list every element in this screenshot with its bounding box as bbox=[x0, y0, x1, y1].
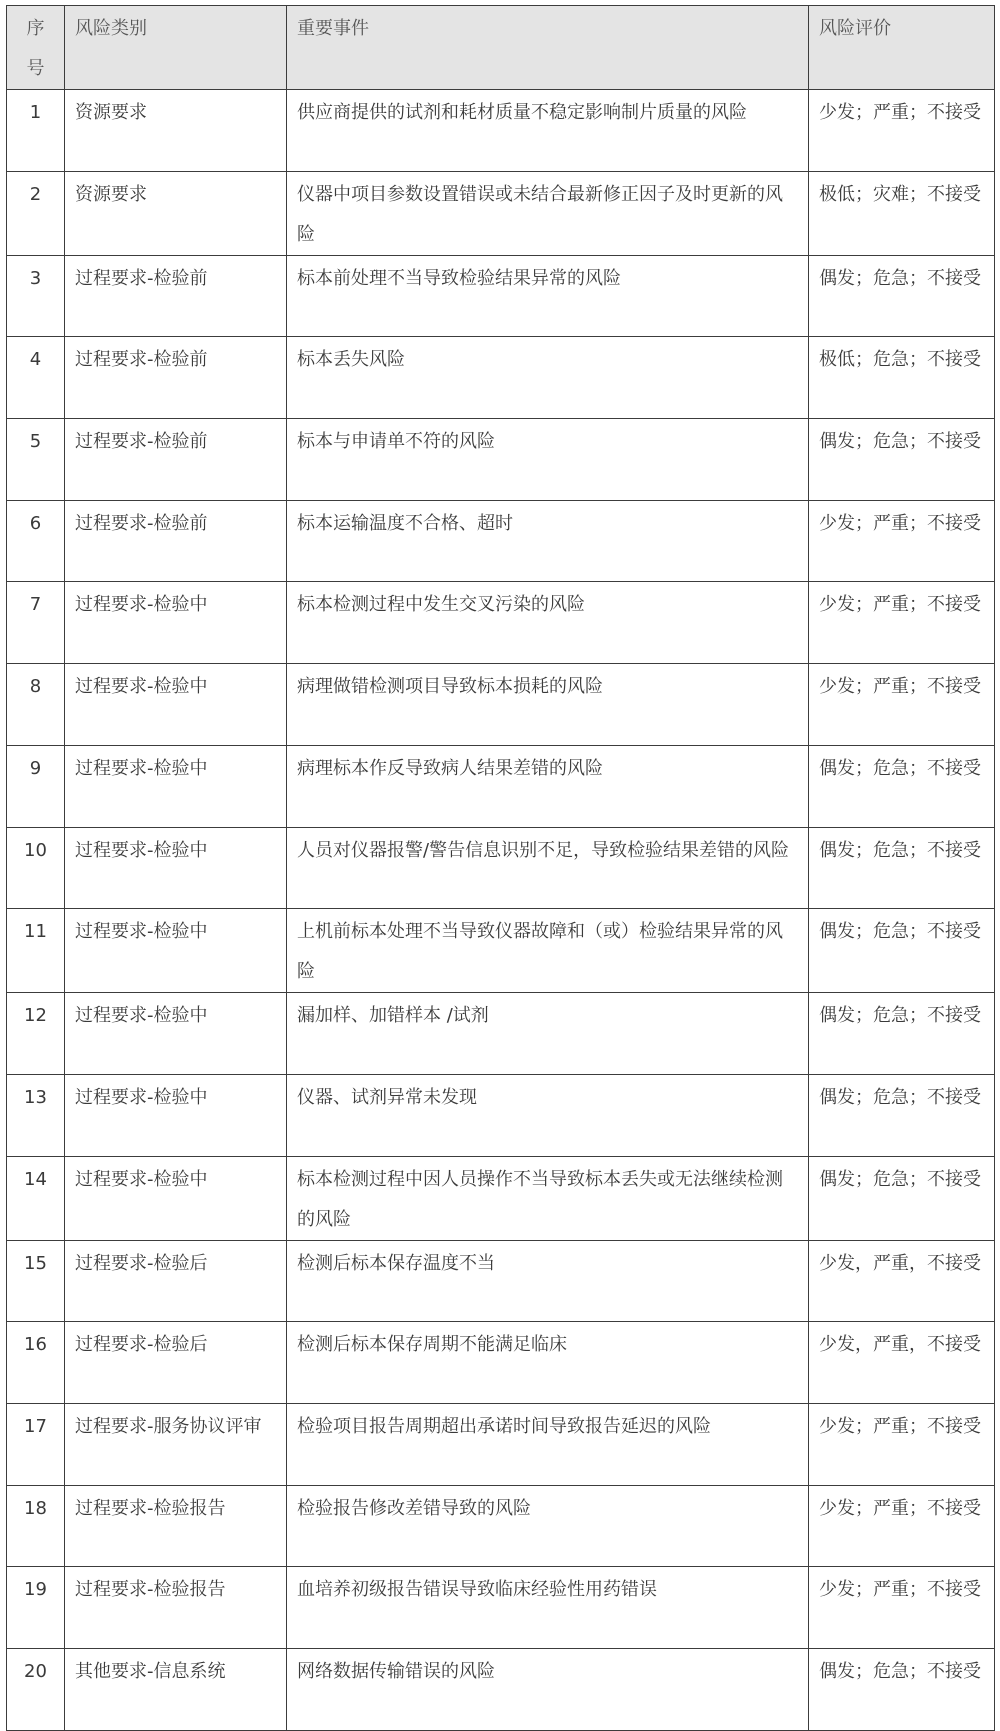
row-important-event: 仪器中项目参数设置错误或未结合最新修正因子及时更新的风险 bbox=[287, 171, 809, 255]
row-risk-category: 过程要求-检验报告 bbox=[65, 1567, 287, 1649]
row-risk-evaluation: 少发；严重；不接受 bbox=[809, 1485, 995, 1567]
row-important-event: 标本运输温度不合格、超时 bbox=[287, 500, 809, 582]
row-important-event: 漏加样、加错样本 /试剂 bbox=[287, 993, 809, 1075]
row-important-event: 检测后标本保存温度不当 bbox=[287, 1240, 809, 1322]
row-risk-evaluation: 少发；严重；不接受 bbox=[809, 664, 995, 746]
row-important-event: 人员对仪器报警/警告信息识别不足，导致检验结果差错的风险 bbox=[287, 827, 809, 909]
row-risk-evaluation: 偶发；危急；不接受 bbox=[809, 419, 995, 501]
row-important-event: 标本检测过程中因人员操作不当导致标本丢失或无法继续检测的风险 bbox=[287, 1156, 809, 1240]
row-important-event: 标本丢失风险 bbox=[287, 337, 809, 419]
table-row bbox=[7, 337, 995, 419]
row-serial-no: 3 bbox=[7, 255, 65, 337]
row-important-event: 网络数据传输错误的风险 bbox=[287, 1649, 809, 1731]
row-serial-no: 7 bbox=[7, 582, 65, 664]
row-risk-evaluation: 少发；严重；不接受 bbox=[809, 1567, 995, 1649]
row-serial-no: 15 bbox=[7, 1240, 65, 1322]
row-risk-evaluation: 少发；严重；不接受 bbox=[809, 1403, 995, 1485]
row-important-event: 仪器、试剂异常未发现 bbox=[287, 1074, 809, 1156]
header-risk-evaluation: 风险评价 bbox=[809, 6, 995, 90]
header-serial-no-line2: 号 bbox=[26, 58, 45, 79]
table-row bbox=[7, 827, 995, 909]
row-risk-evaluation: 偶发；危急；不接受 bbox=[809, 909, 995, 993]
row-risk-category: 过程要求-检验中 bbox=[65, 664, 287, 746]
row-risk-category: 过程要求-检验前 bbox=[65, 337, 287, 419]
row-risk-evaluation: 偶发；危急；不接受 bbox=[809, 993, 995, 1075]
row-important-event: 检测后标本保存周期不能满足临床 bbox=[287, 1322, 809, 1404]
row-risk-evaluation: 偶发；危急；不接受 bbox=[809, 1074, 995, 1156]
row-important-event: 病理做错检测项目导致标本损耗的风险 bbox=[287, 664, 809, 746]
row-risk-category: 过程要求-检验中 bbox=[65, 745, 287, 827]
row-risk-evaluation: 少发；严重；不接受 bbox=[809, 500, 995, 582]
table-row bbox=[7, 1649, 995, 1731]
row-risk-category: 过程要求-检验前 bbox=[65, 500, 287, 582]
row-serial-no: 6 bbox=[7, 500, 65, 582]
row-risk-evaluation: 少发；严重；不接受 bbox=[809, 582, 995, 664]
row-serial-no: 2 bbox=[7, 171, 65, 255]
row-risk-evaluation: 偶发；危急；不接受 bbox=[809, 1649, 995, 1731]
table-body bbox=[7, 90, 995, 1731]
row-serial-no: 5 bbox=[7, 419, 65, 501]
row-important-event: 血培养初级报告错误导致临床经验性用药错误 bbox=[287, 1567, 809, 1649]
row-serial-no: 17 bbox=[7, 1403, 65, 1485]
table-row bbox=[7, 909, 995, 993]
row-serial-no: 12 bbox=[7, 993, 65, 1075]
row-serial-no: 8 bbox=[7, 664, 65, 746]
row-risk-category: 过程要求-检验中 bbox=[65, 1074, 287, 1156]
row-serial-no: 13 bbox=[7, 1074, 65, 1156]
table-row bbox=[7, 664, 995, 746]
row-risk-evaluation: 少发，严重，不接受 bbox=[809, 1240, 995, 1322]
table-row bbox=[7, 1403, 995, 1485]
table-row bbox=[7, 500, 995, 582]
risk-table bbox=[6, 5, 995, 1731]
row-risk-category: 过程要求-检验中 bbox=[65, 993, 287, 1075]
row-risk-evaluation: 少发，严重，不接受 bbox=[809, 1322, 995, 1404]
row-risk-category: 过程要求-服务协议评审 bbox=[65, 1403, 287, 1485]
row-risk-category: 过程要求-检验中 bbox=[65, 909, 287, 993]
header-row bbox=[7, 6, 995, 90]
row-serial-no: 18 bbox=[7, 1485, 65, 1567]
row-important-event: 病理标本作反导致病人结果差错的风险 bbox=[287, 745, 809, 827]
row-serial-no: 19 bbox=[7, 1567, 65, 1649]
row-important-event: 标本与申请单不符的风险 bbox=[287, 419, 809, 501]
row-risk-evaluation: 极低；危急；不接受 bbox=[809, 337, 995, 419]
header-important-event: 重要事件 bbox=[287, 6, 809, 90]
row-risk-category: 过程要求-检验后 bbox=[65, 1240, 287, 1322]
row-serial-no: 16 bbox=[7, 1322, 65, 1404]
row-serial-no: 11 bbox=[7, 909, 65, 993]
header-risk-category: 风险类别 bbox=[65, 6, 287, 90]
table-row bbox=[7, 1322, 995, 1404]
row-important-event: 标本前处理不当导致检验结果异常的风险 bbox=[287, 255, 809, 337]
table-row bbox=[7, 745, 995, 827]
row-important-event: 检验报告修改差错导致的风险 bbox=[287, 1485, 809, 1567]
table-row bbox=[7, 419, 995, 501]
table-header bbox=[7, 6, 995, 90]
header-serial-no bbox=[7, 6, 65, 90]
row-serial-no: 1 bbox=[7, 90, 65, 172]
table-row bbox=[7, 90, 995, 172]
row-risk-category: 过程要求-检验后 bbox=[65, 1322, 287, 1404]
table-row bbox=[7, 993, 995, 1075]
table-row bbox=[7, 1156, 995, 1240]
table-row bbox=[7, 171, 995, 255]
row-risk-evaluation: 少发；严重；不接受 bbox=[809, 90, 995, 172]
row-risk-evaluation: 偶发；危急；不接受 bbox=[809, 827, 995, 909]
row-risk-category: 资源要求 bbox=[65, 171, 287, 255]
header-serial-no-line1: 序 bbox=[26, 18, 45, 39]
row-risk-evaluation: 偶发；危急；不接受 bbox=[809, 1156, 995, 1240]
row-risk-category: 其他要求-信息系统 bbox=[65, 1649, 287, 1731]
row-risk-evaluation: 偶发；危急；不接受 bbox=[809, 745, 995, 827]
table-row bbox=[7, 1074, 995, 1156]
table-row bbox=[7, 255, 995, 337]
row-serial-no: 4 bbox=[7, 337, 65, 419]
row-risk-category: 过程要求-检验中 bbox=[65, 582, 287, 664]
table-row bbox=[7, 1567, 995, 1649]
row-risk-category: 过程要求-检验中 bbox=[65, 827, 287, 909]
row-serial-no: 9 bbox=[7, 745, 65, 827]
row-risk-category: 过程要求-检验前 bbox=[65, 255, 287, 337]
row-risk-category: 资源要求 bbox=[65, 90, 287, 172]
row-serial-no: 10 bbox=[7, 827, 65, 909]
row-important-event: 检验项目报告周期超出承诺时间导致报告延迟的风险 bbox=[287, 1403, 809, 1485]
row-important-event: 供应商提供的试剂和耗材质量不稳定影响制片质量的风险 bbox=[287, 90, 809, 172]
row-risk-category: 过程要求-检验中 bbox=[65, 1156, 287, 1240]
row-risk-evaluation: 极低；灾难；不接受 bbox=[809, 171, 995, 255]
row-risk-category: 过程要求-检验前 bbox=[65, 419, 287, 501]
row-risk-evaluation: 偶发；危急；不接受 bbox=[809, 255, 995, 337]
row-important-event: 上机前标本处理不当导致仪器故障和（或）检验结果异常的风险 bbox=[287, 909, 809, 993]
row-risk-category: 过程要求-检验报告 bbox=[65, 1485, 287, 1567]
row-important-event: 标本检测过程中发生交叉污染的风险 bbox=[287, 582, 809, 664]
table-row bbox=[7, 582, 995, 664]
table-row bbox=[7, 1485, 995, 1567]
table-row bbox=[7, 1240, 995, 1322]
row-serial-no: 20 bbox=[7, 1649, 65, 1731]
row-serial-no: 14 bbox=[7, 1156, 65, 1240]
